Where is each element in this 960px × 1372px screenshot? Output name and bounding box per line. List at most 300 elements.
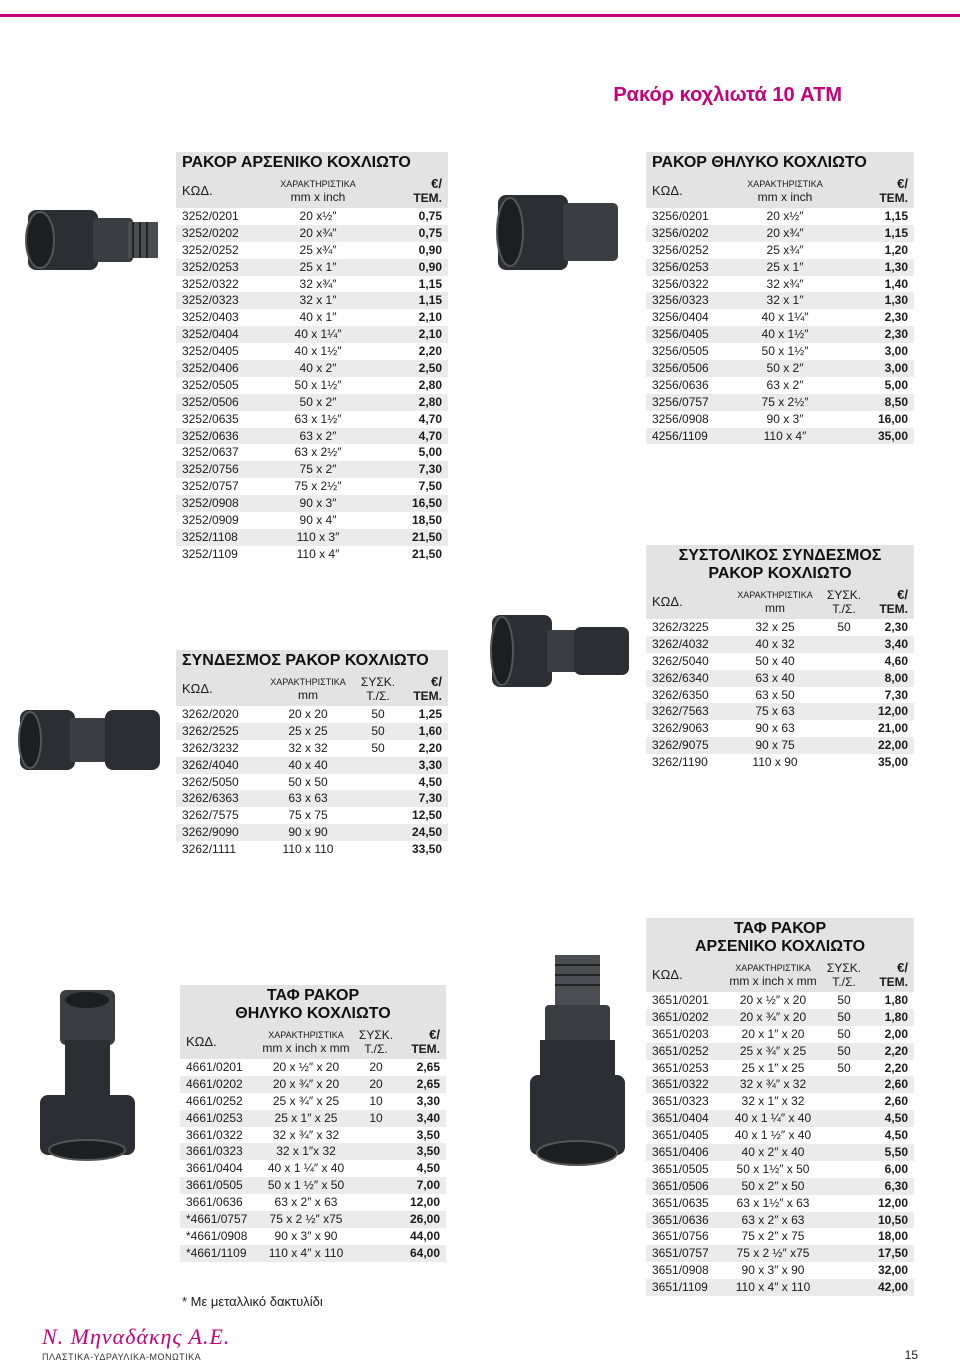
section-title-line1: ΣΥΣΤΟΛΙΚΟΣ ΣΥΝΔΕΣΜΟΣ: [646, 545, 914, 565]
coupling-table: [176, 650, 448, 858]
cell-spec: 110 x 3″: [296, 529, 340, 544]
cell-spec: 90 x 3″ x 90: [741, 1263, 805, 1278]
table-row: [646, 1060, 914, 1077]
cell-code: 3252/0757: [182, 479, 239, 494]
table-row: [646, 1228, 914, 1245]
cell-price: 1,15: [884, 209, 908, 223]
cell-price: 1,25: [418, 707, 442, 721]
cell-code: 3252/1109: [182, 546, 238, 561]
cell-pack: 50: [837, 1060, 851, 1075]
female-tee-image: [20, 980, 160, 1170]
col-sysk: ΣΥΣΚ.: [826, 588, 862, 602]
cell-price: 2,10: [418, 310, 442, 325]
cell-pack: [824, 1144, 864, 1161]
cell-code: 3252/0636: [182, 428, 239, 443]
logo-name: Ν. Μηναδάκης Α.Ε.: [42, 1324, 231, 1349]
cell-code: 3256/0636: [652, 377, 709, 392]
cell-price: 35,00: [877, 428, 908, 443]
cell-code: 3661/0323: [186, 1144, 243, 1159]
col-tem: ΤΕΜ.: [879, 191, 908, 205]
table-row: [646, 377, 914, 394]
cell-code: 3262/9090: [182, 825, 239, 840]
cell-spec: 63 x 2″: [766, 377, 804, 392]
cell-code: 3256/0908: [652, 411, 709, 426]
table-row: [180, 1211, 446, 1228]
cell-pack: 50: [837, 620, 851, 634]
section-title: ΣΥΝΔΕΣΜΟΣ ΡΑΚΟΡ ΚΟΧΛΙΩΤΟ: [176, 650, 448, 672]
table-row: [180, 1194, 446, 1211]
reducing-coupling-image: [482, 605, 642, 700]
table-row: [180, 1143, 446, 1160]
cell-price: 2,00: [884, 1026, 908, 1041]
cell-code: 3661/0322: [186, 1127, 243, 1142]
col-char: ΧΑΡΑΚΤΗΡΙΣΤΙΚΑ: [737, 590, 813, 600]
col-code: ΚΩΔ.: [652, 967, 683, 982]
cell-spec: 25 x 1″ x 25: [274, 1110, 338, 1125]
cell-pack: [356, 1194, 396, 1211]
cell-code: 3252/0635: [182, 411, 239, 426]
cell-pack: [358, 757, 398, 774]
cell-spec: 75 x 2 ½″ x75: [736, 1246, 810, 1261]
table-row: [176, 807, 448, 824]
col-ts: Τ./Σ.: [832, 975, 856, 989]
cell-code: *4661/0757: [186, 1212, 248, 1227]
cell-pack: [358, 774, 398, 791]
logo-tagline: ΠΛΑΣΤΙΚΑ-ΥΔΡΑΥΛΙΚΑ-ΜΟΝΩΤΙΚΑ: [42, 1352, 202, 1362]
cell-code: 3256/0253: [652, 259, 709, 274]
cell-spec: 32 x 1″x 32: [276, 1144, 336, 1159]
cell-spec: 40 x 1 ¼″ x 40: [267, 1161, 345, 1176]
col-code: ΚΩΔ.: [182, 681, 213, 696]
col-code: ΚΩΔ.: [652, 594, 683, 609]
table-row: [646, 1161, 914, 1178]
cell-code: 3262/4032: [652, 636, 709, 651]
cell-spec: 50 x 2″: [299, 394, 337, 409]
col-char: ΧΑΡΑΚΤΗΡΙΣΤΙΚΑ: [280, 179, 356, 189]
cell-price: 2,65: [416, 1060, 440, 1074]
cell-price: 3,00: [884, 361, 908, 376]
table-row: [646, 992, 914, 1009]
col-euro: €/: [429, 1027, 440, 1042]
section-title: ΡΑΚΟΡ ΘΗΛΥΚΟ ΚΟΧΛΙΩΤΟ: [646, 152, 914, 174]
cell-spec: 40 x 40: [288, 757, 328, 772]
reducing-coupling-table: [646, 545, 914, 771]
cell-price: 0,90: [418, 242, 442, 257]
table-row: [176, 757, 448, 774]
cell-spec: 32 x 32: [288, 740, 328, 755]
cell-spec: 40 x 1¼″: [761, 310, 809, 325]
cell-price: 8,00: [884, 670, 908, 685]
cell-code: 3651/0322: [652, 1077, 709, 1092]
section-title-line2: ΡΑΚΟΡ ΚΟΧΛΙΩΤΟ: [646, 565, 914, 585]
coupling-image: [10, 690, 170, 790]
table-row: [176, 824, 448, 841]
cell-spec: 25 x ¾″ x 25: [272, 1093, 340, 1108]
cell-code: 3256/0506: [652, 361, 709, 376]
cell-spec: 90 x 75: [755, 738, 795, 753]
cell-spec: 25 x 1″ x 25: [741, 1060, 805, 1075]
cell-pack: [824, 636, 864, 653]
cell-pack: [824, 1178, 864, 1195]
cell-pack: [824, 1279, 864, 1296]
table-header: [176, 672, 448, 706]
cell-code: 3256/0757: [652, 394, 709, 409]
cell-spec: 20 x ½″ x 20: [739, 993, 807, 1007]
cell-spec: 25 x 1″: [299, 259, 337, 274]
table-row: [176, 276, 448, 293]
col-ts: Τ./Σ.: [366, 689, 390, 703]
table-row: [176, 411, 448, 428]
cell-pack: [824, 1245, 864, 1262]
cell-price: 3,40: [416, 1110, 440, 1125]
cell-pack: 50: [371, 707, 385, 721]
cell-code: 3252/0637: [182, 445, 239, 460]
cell-spec: 50 x 1½″: [761, 344, 809, 359]
table-header: [176, 174, 448, 208]
page-number: 15: [904, 1348, 918, 1362]
table-row: [180, 1177, 446, 1194]
table-row: [176, 546, 448, 563]
cell-code: 3252/0505: [182, 377, 239, 392]
col-euro: €/: [897, 176, 908, 191]
cell-spec: 63 x 50: [755, 687, 795, 702]
cell-price: 12,00: [877, 1195, 908, 1210]
cell-pack: [824, 720, 864, 737]
table-row: [180, 1245, 446, 1262]
cell-code: 3661/0404: [186, 1161, 243, 1176]
table-row: [646, 670, 914, 687]
table-row: [176, 343, 448, 360]
cell-spec: 25 x 25: [288, 723, 328, 738]
female-tee-table: [180, 985, 446, 1262]
cell-price: 2,80: [418, 377, 442, 392]
cell-spec: 90 x 3″: [766, 411, 804, 426]
cell-code: 3262/2020: [182, 707, 239, 721]
cell-price: 21,00: [877, 721, 908, 736]
cell-spec: 75 x 2½″: [294, 479, 342, 494]
cell-code: 3651/0406: [652, 1145, 709, 1160]
cell-code: 4256/1109: [652, 428, 708, 443]
cell-price: 4,50: [884, 1111, 908, 1126]
cell-spec: 40 x 1 ½″ x 40: [734, 1128, 812, 1143]
table-row: [646, 703, 914, 720]
table-row: [646, 208, 914, 225]
cell-price: 3,30: [416, 1093, 440, 1108]
table-row: [646, 276, 914, 293]
cell-price: 2,10: [418, 327, 442, 342]
table-row: [646, 653, 914, 670]
cell-spec: 63 x 2½″: [294, 445, 342, 460]
cell-price: 1,15: [418, 293, 442, 308]
cell-pack: [824, 1076, 864, 1093]
cell-pack: [824, 687, 864, 704]
cell-code: 3651/0757: [652, 1246, 709, 1261]
col-euro: €/: [897, 960, 908, 975]
cell-code: 3262/3225: [652, 620, 709, 634]
cell-code: 3651/0202: [652, 1009, 709, 1024]
cell-code: 3651/0908: [652, 1263, 709, 1278]
cell-pack: 10: [369, 1110, 383, 1125]
table-row: [176, 428, 448, 445]
cell-price: 2,50: [418, 361, 442, 376]
cell-spec: 40 x 1¼″: [294, 327, 342, 342]
cell-code: 3252/0909: [182, 513, 239, 528]
cell-code: 3252/0405: [182, 344, 239, 359]
cell-spec: 63 x 1½″ x 63: [736, 1195, 810, 1210]
cell-spec: 63 x 63: [288, 791, 328, 806]
cell-spec: 75 x 63: [755, 704, 795, 719]
cell-price: 1,20: [884, 242, 908, 257]
table-row: [176, 790, 448, 807]
table-row: [646, 343, 914, 360]
table-row: [176, 309, 448, 326]
cell-spec: 50 x 50: [288, 774, 328, 789]
cell-price: 2,65: [416, 1076, 440, 1091]
cell-code: 3252/0322: [182, 276, 239, 291]
col-euro: €/: [431, 674, 442, 689]
cell-code: 3262/4040: [182, 757, 239, 772]
table-row: [176, 841, 448, 858]
section-title-line2: ΘΗΛΥΚΟ ΚΟΧΛΙΩΤΟ: [180, 1005, 446, 1025]
cell-price: 26,00: [409, 1212, 440, 1227]
table-row: [646, 636, 914, 653]
table-row: [176, 723, 448, 740]
cell-price: 12,50: [411, 808, 442, 823]
male-tee-image: [510, 950, 650, 1180]
cell-spec: 40 x 2″: [299, 361, 337, 376]
cell-code: 3256/0404: [652, 310, 709, 325]
cell-price: 12,00: [877, 704, 908, 719]
section-title-line2: ΑΡΣΕΝΙΚΟ ΚΟΧΛΙΩΤΟ: [646, 938, 914, 958]
table-row: [646, 1093, 914, 1110]
cell-pack: [358, 790, 398, 807]
cell-code: 3256/0201: [652, 209, 709, 223]
cell-code: 3661/0636: [186, 1195, 243, 1210]
cell-pack: [358, 807, 398, 824]
cell-pack: 20: [369, 1060, 383, 1074]
cell-price: 4,50: [418, 774, 442, 789]
cell-code: 3252/0201: [182, 209, 239, 223]
cell-code: 3262/7575: [182, 808, 239, 823]
cell-price: 8,50: [884, 394, 908, 409]
cell-spec: 40 x 1½″: [761, 327, 809, 342]
cell-price: 1,60: [418, 723, 442, 738]
cell-code: 3252/0404: [182, 327, 239, 342]
cell-price: 0,75: [418, 209, 442, 223]
table-row: [646, 1245, 914, 1262]
table-row: [646, 1262, 914, 1279]
cell-price: 3,30: [418, 757, 442, 772]
cell-code: 3262/5040: [652, 653, 709, 668]
cell-pack: 20: [369, 1076, 383, 1091]
table-row: [646, 1009, 914, 1026]
cell-spec: 63 x 2″ x 63: [741, 1212, 805, 1227]
cell-pack: 50: [837, 993, 851, 1007]
cell-price: 2,20: [418, 344, 442, 359]
cell-spec: 32 x 1″: [766, 293, 804, 308]
female-adaptor-image: [488, 185, 628, 280]
cell-pack: [358, 824, 398, 841]
table-row: [176, 208, 448, 225]
table-row: [176, 225, 448, 242]
table-row: [176, 326, 448, 343]
cell-code: 3252/0756: [182, 462, 239, 477]
cell-price: 18,00: [877, 1229, 908, 1244]
cell-pack: [824, 1127, 864, 1144]
cell-spec: 110 x 4″ x 110: [735, 1280, 811, 1295]
cell-code: 3651/0404: [652, 1111, 709, 1126]
cell-price: 22,00: [877, 738, 908, 753]
cell-price: 21,50: [411, 546, 442, 561]
col-code: ΚΩΔ.: [652, 183, 683, 198]
cell-pack: 50: [371, 740, 385, 755]
cell-spec: 50 x 1½″ x 50: [736, 1161, 810, 1176]
cell-code: 3256/0202: [652, 225, 709, 240]
col-char: ΧΑΡΑΚΤΗΡΙΣΤΙΚΑ: [747, 179, 823, 189]
cell-spec: 110 x 110: [282, 842, 334, 857]
cell-price: 2,80: [418, 394, 442, 409]
cell-spec: 63 x 40: [755, 670, 795, 685]
cell-code: 3262/1190: [652, 755, 708, 770]
table-row: [646, 1110, 914, 1127]
cell-code: 3252/0253: [182, 259, 239, 274]
table-row: [176, 478, 448, 495]
cell-pack: [824, 1212, 864, 1229]
cell-code: 4661/0201: [186, 1060, 243, 1074]
cell-spec: 63 x 1½″: [294, 411, 342, 426]
cell-pack: [824, 737, 864, 754]
table-row: [176, 495, 448, 512]
cell-code: 3651/0252: [652, 1043, 709, 1058]
cell-code: 3661/0505: [186, 1178, 243, 1193]
cell-code: 3252/0202: [182, 225, 239, 240]
cell-spec: 20 x ½″ x 20: [272, 1060, 340, 1074]
cell-pack: 50: [371, 723, 385, 738]
cell-spec: 25 x¾″: [299, 242, 337, 257]
cell-spec: 90 x 4″: [299, 513, 337, 528]
cell-price: 16,00: [877, 411, 908, 426]
section-title-line1: ΤΑΦ ΡΑΚΟΡ: [180, 985, 446, 1005]
cell-code: 3651/0506: [652, 1178, 709, 1193]
cell-pack: 50: [837, 1043, 851, 1058]
cell-code: 3252/0252: [182, 242, 239, 257]
cell-price: 4,70: [418, 411, 442, 426]
table-row: [646, 619, 914, 636]
table-body: [176, 706, 448, 858]
cell-price: 0,90: [418, 259, 442, 274]
col-tem: ΤΕΜ.: [879, 975, 908, 989]
table-header: [646, 174, 914, 208]
cell-code: 3252/0506: [182, 394, 239, 409]
cell-spec: 50 x 2″ x 50: [741, 1178, 805, 1193]
cell-price: 32,00: [877, 1263, 908, 1278]
cell-code: 3262/9063: [652, 721, 709, 736]
table-row: [646, 1178, 914, 1195]
cell-spec: 40 x 2″ x 40: [741, 1145, 805, 1160]
cell-price: 1,40: [884, 276, 908, 291]
cell-price: 1,30: [884, 293, 908, 308]
cell-spec: 40 x 32: [755, 636, 795, 651]
table-body: [180, 1059, 446, 1262]
table-header: [180, 1025, 446, 1059]
cell-code: 3252/0406: [182, 361, 239, 376]
cell-code: 3256/0405: [652, 327, 709, 342]
cell-code: 3262/7563: [652, 704, 709, 719]
col-tem: ΤΕΜ.: [413, 689, 442, 703]
table-row: [180, 1059, 446, 1076]
table-row: [646, 1212, 914, 1229]
cell-pack: [356, 1245, 396, 1262]
cell-code: 3651/0323: [652, 1094, 709, 1109]
table-row: [176, 360, 448, 377]
cell-price: 33,50: [411, 842, 442, 857]
cell-pack: [356, 1211, 396, 1228]
table-row: [646, 737, 914, 754]
cell-code: *4661/1109: [186, 1245, 247, 1260]
table-row: [646, 242, 914, 259]
cell-spec: 63 x 2″: [299, 428, 337, 443]
cell-price: 64,00: [409, 1245, 440, 1260]
cell-code: 3256/0322: [652, 276, 709, 291]
cell-spec: 20 x ¾″ x 20: [739, 1009, 807, 1024]
cell-pack: [356, 1177, 396, 1194]
table-row: [646, 754, 914, 771]
table-row: [646, 394, 914, 411]
cell-price: 2,20: [884, 1043, 908, 1058]
cell-code: 3252/0323: [182, 293, 239, 308]
table-row: [176, 242, 448, 259]
cell-code: 3262/6350: [652, 687, 709, 702]
col-sysk: ΣΥΣΚ.: [826, 961, 862, 975]
footnote: * Με μεταλλικό δακτυλίδι: [182, 1294, 323, 1309]
col-unit: mm x inch: [757, 190, 813, 204]
col-unit: mm x inch: [290, 190, 346, 204]
cell-spec: 40 x 1 ¼″ x 40: [734, 1111, 812, 1126]
cell-code: 3262/6363: [182, 791, 239, 806]
cell-price: 0,75: [418, 225, 442, 240]
page-title: Ρακόρ κοχλιωτά 10 ATM: [613, 84, 842, 106]
cell-code: 3651/0636: [652, 1212, 709, 1227]
cell-spec: 75 x 2″: [299, 462, 337, 477]
cell-pack: [358, 841, 398, 858]
cell-pack: [356, 1160, 396, 1177]
male-adaptor-table: [176, 152, 448, 563]
table-row: [646, 411, 914, 428]
table-row: [176, 740, 448, 757]
cell-price: 7,50: [418, 479, 442, 494]
table-row: [176, 706, 448, 723]
table-row: [180, 1076, 446, 1093]
cell-spec: 90 x 63: [755, 721, 795, 736]
cell-spec: 32 x 1″ x 32: [741, 1094, 805, 1109]
cell-code: 3651/0505: [652, 1161, 709, 1176]
female-adaptor-table: [646, 152, 914, 444]
cell-spec: 25 x ¾″ x 25: [739, 1043, 807, 1058]
table-row: [646, 428, 914, 445]
table-row: [646, 326, 914, 343]
cell-price: 4,60: [884, 653, 908, 668]
cell-price: 12,00: [409, 1195, 440, 1210]
cell-code: *4661/0908: [186, 1228, 248, 1243]
cell-price: 2,20: [418, 740, 442, 755]
cell-price: 42,00: [877, 1280, 908, 1295]
cell-pack: [356, 1228, 396, 1245]
table-row: [180, 1228, 446, 1245]
cell-code: 3262/9075: [652, 738, 709, 753]
table-row: [646, 309, 914, 326]
col-sysk: ΣΥΣΚ.: [360, 675, 396, 689]
cell-spec: 20 x½″: [766, 209, 804, 223]
